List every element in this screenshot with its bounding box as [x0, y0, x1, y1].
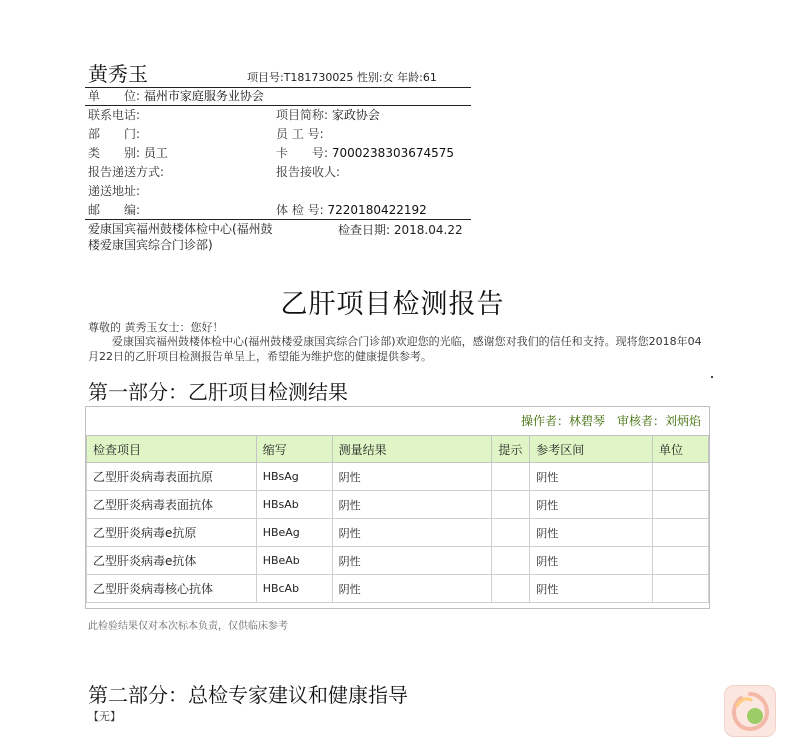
cell-hint	[492, 491, 530, 519]
cell-abbr: HBsAg	[256, 463, 332, 491]
cell-unit	[653, 519, 709, 547]
exam-label: 体 检 号:	[276, 203, 324, 217]
col-item: 检查项目	[87, 436, 257, 463]
greeting: 尊敬的 黄秀玉女士：您好！	[88, 321, 224, 334]
cell-result: 阴性	[332, 547, 492, 575]
cell-abbr: HBeAb	[256, 547, 332, 575]
col-abbr: 缩写	[256, 436, 332, 463]
cell-unit	[653, 575, 709, 603]
cell-result: 阴性	[332, 575, 492, 603]
proj-abbr-row	[276, 107, 380, 123]
phone-label: 联系电话:	[88, 108, 141, 122]
divider	[85, 105, 471, 106]
cell-result: 阴性	[332, 519, 492, 547]
proj-abbr-label: 项目简称:	[276, 108, 329, 122]
cell-ref: 阴性	[530, 491, 653, 519]
delivery-label: 报告递送方式:	[88, 165, 165, 179]
dept-label: 部 门:	[88, 127, 141, 141]
unit-label: 单 位:	[88, 89, 141, 103]
cell-abbr: HBeAg	[256, 519, 332, 547]
table-row	[87, 547, 709, 575]
cell-unit	[653, 491, 709, 519]
post-label: 邮 编:	[88, 203, 141, 217]
cell-item: 乙型肝炎病毒表面抗体	[87, 491, 257, 519]
report-title: 乙肝项目检测报告	[280, 289, 505, 320]
type-label: 类 别:	[88, 146, 141, 160]
cell-unit	[653, 547, 709, 575]
logo-icon	[725, 686, 775, 736]
clinic-logo	[724, 685, 776, 737]
cell-item: 乙型肝炎病毒e抗体	[87, 547, 257, 575]
cell-hint	[492, 547, 530, 575]
table-header-row	[87, 436, 709, 463]
cell-hint	[492, 463, 530, 491]
results-table	[86, 435, 709, 603]
dot-mark	[711, 376, 713, 378]
results-box	[85, 406, 710, 609]
receiver-label: 报告接收人:	[276, 165, 341, 179]
card-value: 7000238303674575	[331, 146, 455, 160]
cell-unit	[653, 463, 709, 491]
card-row	[276, 145, 454, 161]
part2-content: 【无】	[88, 710, 121, 723]
part2-title: 第二部分：总检专家建议和健康指导	[88, 683, 408, 707]
cell-item: 乙型肝炎病毒表面抗原	[87, 463, 257, 491]
date-value: 2018.04.22	[393, 223, 463, 237]
divider	[85, 219, 471, 220]
cell-result: 阴性	[332, 463, 492, 491]
cell-ref: 阴性	[530, 519, 653, 547]
exam-date	[338, 221, 463, 238]
patient-name: 黄秀玉	[88, 62, 148, 86]
cell-ref: 阴性	[530, 575, 653, 603]
intro-paragraph: 爱康国宾福州鼓楼体检中心(福州鼓楼爱康国宾综合门诊部)欢迎您的光临，感谢您对我们的信任和支持。现将您2018年04月22日的乙肝项目检测报告单呈上，希望能为维护您的健康提供参考。	[88, 335, 702, 363]
cell-ref: 阴性	[530, 547, 653, 575]
table-row	[87, 491, 709, 519]
unit-value: 福州市家庭服务业协会	[143, 89, 264, 103]
card-label: 卡 号:	[276, 146, 329, 160]
col-unit: 单位	[653, 436, 709, 463]
table-row	[87, 463, 709, 491]
cell-hint	[492, 519, 530, 547]
proj-abbr-value: 家政协会	[331, 108, 380, 122]
org-name: 爱康国宾福州鼓楼体检中心(福州鼓楼爱康国宾综合门诊部)	[88, 222, 273, 252]
type-value: 员工	[143, 146, 168, 160]
address-label: 递送地址:	[88, 184, 141, 198]
cell-item: 乙型肝炎病毒e抗原	[87, 519, 257, 547]
type-row	[88, 145, 168, 161]
cell-ref: 阴性	[530, 463, 653, 491]
cell-abbr: HBcAb	[256, 575, 332, 603]
operators: 操作者：林碧琴 审核者：刘炳焰	[520, 414, 701, 428]
part1-title: 第一部分：乙肝项目检测结果	[88, 380, 348, 404]
table-row	[87, 519, 709, 547]
exam-value: 7220180422192	[327, 203, 427, 217]
exam-row	[276, 202, 427, 218]
col-ref: 参考区间	[530, 436, 653, 463]
date-label: 检查日期:	[338, 223, 391, 237]
cell-result: 阴性	[332, 491, 492, 519]
table-row	[87, 575, 709, 603]
cell-hint	[492, 575, 530, 603]
col-hint: 提示	[492, 436, 530, 463]
unit-row	[88, 88, 264, 104]
cell-item: 乙型肝炎病毒核心抗体	[87, 575, 257, 603]
col-result: 测量结果	[332, 436, 492, 463]
disclaimer-note: 此检验结果仅对本次标本负责，仅供临床参考	[88, 621, 288, 632]
project-line: 项目号:T181730025 性别:女 年龄:61	[247, 71, 437, 84]
cell-abbr: HBsAb	[256, 491, 332, 519]
emp-label: 员 工 号:	[276, 127, 324, 141]
